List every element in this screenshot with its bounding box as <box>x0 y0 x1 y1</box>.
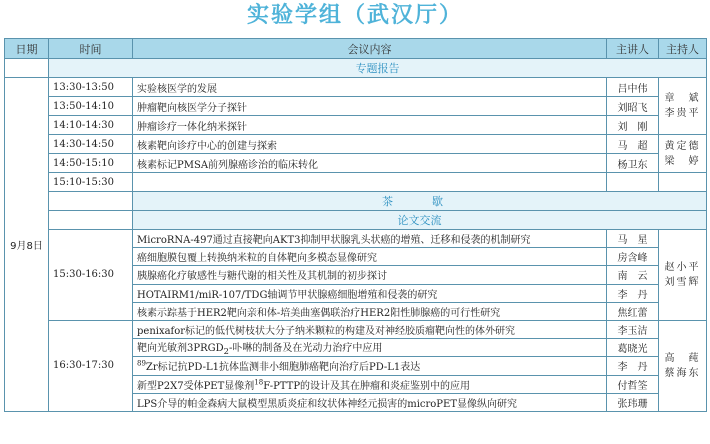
row-speaker: 李玉洁 <box>607 320 659 338</box>
row-topic: 核素标记PMSA前列腺癌诊治的临床转化 <box>133 154 607 173</box>
row-topic: 核素靶向诊疗中心的创建与探索 <box>133 135 607 154</box>
row-topic: 胰腺癌化疗敏感性与糖代谢的相关性及其机制的初步探讨 <box>133 266 607 284</box>
row-topic: MicroRNA-497通过直接靶向AKT3抑制甲状腺乳头状癌的增殖、迁移和侵袭的机制研究 <box>133 230 607 248</box>
row-time: 14:50-15:10 <box>49 154 133 173</box>
row-speaker: 李 丹 <box>607 357 659 375</box>
row-time: 14:30-14:50 <box>49 135 133 154</box>
row-time: 16:30-17:30 <box>49 320 133 411</box>
session-date: 9月8日 <box>5 78 49 412</box>
row-topic: 实验核医学的发展 <box>133 78 607 97</box>
host-name: 梁 婷 <box>664 155 701 167</box>
host-name: 黄定德 <box>664 140 701 152</box>
header-date: 日期 <box>5 39 49 59</box>
table-row <box>5 116 707 135</box>
row-time: 13:50-14:10 <box>49 97 133 116</box>
section-break: 茶 歇 <box>133 192 707 211</box>
host-name: 刘雪辉 <box>664 276 701 288</box>
row-time: 13:30-13:50 <box>49 78 133 97</box>
row-speaker: 马 星 <box>607 230 659 248</box>
row-speaker: 刘 刚 <box>607 116 659 135</box>
schedule-table <box>4 38 707 412</box>
break-time-row <box>5 173 707 192</box>
row-speaker: 杨卫东 <box>607 154 659 173</box>
row-topic: 核素示踪基于HER2靶向亲和体-培美曲塞偶联治疗HER2阳性肺腺癌的可行性研究 <box>133 302 607 320</box>
row-time: 14:10-14:30 <box>49 116 133 135</box>
row-topic: 肿瘤诊疗一体化纳米探针 <box>133 116 607 135</box>
row-topic: LPS介导的帕金森病大鼠模型黑质炎症和纹状体神经元损害的microPET显像纵向研究 <box>133 393 607 411</box>
table-row <box>5 320 707 338</box>
header-content: 会议内容 <box>133 39 607 59</box>
header-speaker: 主讲人 <box>607 39 659 59</box>
section-report-row <box>5 59 707 78</box>
table-row <box>5 230 707 248</box>
host-cell-report-b <box>659 135 707 173</box>
section-break-row <box>5 192 707 211</box>
row-speaker: 付哲筌 <box>607 375 659 393</box>
section-exchange: 论文交流 <box>133 211 707 230</box>
host-cell-exchange-1 <box>659 230 707 321</box>
page-title: 实验学组（武汉厅） <box>246 3 463 28</box>
row-speaker: 李 丹 <box>607 284 659 302</box>
section-exchange-row <box>5 211 707 230</box>
row-speaker: 房含峰 <box>607 248 659 266</box>
host-cell-exchange-2 <box>659 320 707 411</box>
host-name: 蔡海东 <box>664 367 701 379</box>
row-speaker: 南 云 <box>607 266 659 284</box>
row-topic: penixafor标记的低代树枝状大分子纳米颗粒的构建及对神经胶质瘤靶向性的体外研究 <box>133 320 607 338</box>
host-cell-report-a <box>659 78 707 135</box>
table-row <box>5 97 707 116</box>
host-name: 李贵平 <box>664 108 701 119</box>
row-time: 15:30-16:30 <box>49 230 133 321</box>
row-speaker: 马 超 <box>607 135 659 154</box>
row-speaker: 张玮珊 <box>607 393 659 411</box>
table-row <box>5 78 707 97</box>
row-topic: 靶向光敏剂$3PRGD_2-$卟啉的制备及在光动力治疗中应用 <box>133 339 607 357</box>
row-topic: 新型P2X7受体PET显像剂$^{18}$F-PTTP的设计及其在肿瘤和炎症鉴别中的应用 <box>133 375 607 393</box>
row-topic: 肿瘤靶向核医学分子探针 <box>133 97 607 116</box>
row-topic: HOTAIRM1/miR-107/TDG轴调节甲状腺癌细胞增殖和侵袭的研究 <box>133 284 607 302</box>
table-row <box>5 154 707 173</box>
host-name: 章 斌 <box>664 93 701 104</box>
table-row <box>5 135 707 154</box>
row-topic: $^{89}$Zr标记抗PD-L1抗体监测非小细胞肺癌靶向治疗后PD-L1表达 <box>133 357 607 375</box>
break-time: 15:10-15:30 <box>49 173 133 192</box>
table-header-row <box>5 39 707 59</box>
host-name: 赵小平 <box>664 261 701 273</box>
row-speaker: 刘昭飞 <box>607 97 659 116</box>
row-speaker: 吕中伟 <box>607 78 659 97</box>
row-speaker: 葛晓光 <box>607 339 659 357</box>
section-report: 专题报告 <box>49 59 707 78</box>
header-host: 主持人 <box>659 39 707 59</box>
header-time: 时间 <box>49 39 133 59</box>
host-name: 高 莼 <box>664 352 701 364</box>
row-speaker: 焦红蕾 <box>607 302 659 320</box>
row-topic: 癌细胞膜包覆上转换纳米粒的自体靶向多模态显像研究 <box>133 248 607 266</box>
